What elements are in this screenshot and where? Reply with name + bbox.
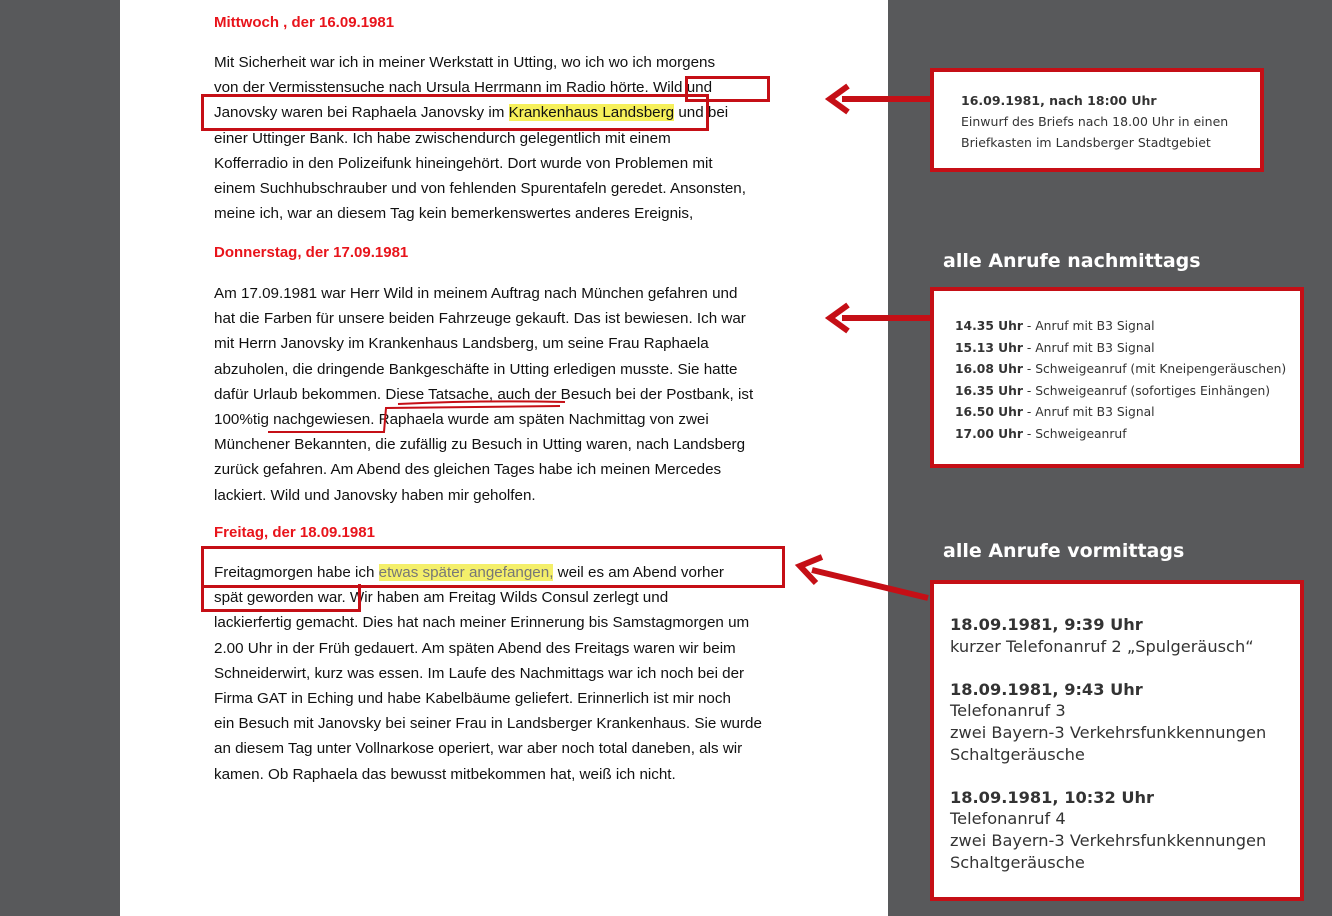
text-line: lackiert. Wild und Janovsky haben mir geholfen. [214, 486, 536, 504]
text-line: an diesem Tag unter Vollnarkose operiert, war aber noch total daneben, als wir [214, 740, 743, 758]
text-line: 100%tig nachgewiesen. Raphaela wurde am späten Nachmittag von zwei [214, 411, 709, 429]
text-line: Schneiderwirt, kurz was essen. Im Laufe des Nachmittags war ich noch bei der [214, 664, 745, 682]
call-item: 16.08 Uhr - Schweigeanruf (mit Kneipengeräuschen) [955, 362, 1287, 376]
call-time: 18.09.1981, 10:32 Uhr [950, 787, 1155, 807]
text-line: kamen. Ob Raphaela das bewusst mitbekommen hat, weiß ich nicht. [214, 765, 676, 783]
call-text: Schaltgeräusche [950, 744, 1085, 764]
text-line: einer Uttinger Bank. Ich habe zwischendurch gelegentlich mit einem [214, 129, 671, 147]
underline-mark [268, 406, 560, 432]
text-line: meine ich, war an diesem Tag kein bemerkenswertes anderes Ereignis, [214, 205, 694, 223]
call-item: 14.35 Uhr - Anruf mit B3 Signal [955, 319, 1155, 333]
text-line: ein Besuch mit Janovsky bei seiner Frau in Landsberger Krankenhaus. Sie wurde [214, 715, 762, 733]
call-text: Telefonanruf 3 [950, 701, 1066, 721]
section-heading-friday: Freitag, der 18.09.1981 [214, 524, 375, 541]
panel-time: 16.09.1981, nach 18:00 Uhr [961, 93, 1157, 108]
text-fragment: Freitagmorgen habe ich [214, 564, 379, 581]
text-line: Münchener Bekannten, die zufällig zu Besuch in Utting waren, nach Landsberg [214, 436, 746, 454]
highlighted-text: etwas später angefangen, [378, 564, 554, 581]
call-item: 16.50 Uhr - Anruf mit B3 Signal [955, 405, 1155, 419]
panel-title-morning: alle Anrufe vormittags [943, 540, 1185, 562]
text-line: Firma GAT in Eching und habe Kabelbäume geliefert. Erinnerlich ist mir noch [214, 690, 731, 708]
call-text: zwei Bayern-3 Verkehrsfunkkennungen [950, 830, 1267, 850]
arrow-line [812, 570, 928, 598]
call-text: Schaltgeräusche [950, 852, 1085, 872]
text-line: abzuholen, die dringende Bankgeschäfte in Utting erledigen musste. Sie hatte [214, 360, 738, 378]
call-text: zwei Bayern-3 Verkehrsfunkkennungen [950, 722, 1267, 742]
call-item: 16.35 Uhr - Schweigeanruf (sofortiges Einhängen) [955, 383, 1271, 398]
panel-title-afternoon: alle Anrufe nachmittags [943, 250, 1201, 272]
text-fragment: Janovsky waren bei Raphaela Janovsky im [214, 104, 509, 122]
call-text: Telefonanruf 4 [950, 809, 1066, 829]
text-line: dafür Urlaub bekommen. Diese Tatsache, auch der Besuch bei der Postbank, ist [214, 385, 754, 403]
section-heading-wednesday: Mittwoch , der 16.09.1981 [214, 14, 395, 31]
text-line: einem Suchhubschrauber und von fehlenden Spurentafeln geredet. Ansonsten, [214, 180, 746, 198]
text-line: Am 17.09.1981 war Herr Wild in meinem Auftrag nach München gefahren und [214, 285, 738, 302]
call-entry [950, 679, 1300, 765]
text-line: zurück gefahren. Am Abend des gleichen Tages habe ich meinen Mercedes [214, 461, 722, 479]
text-line: hat die Farben für unsere beiden Fahrzeuge gekauft. Das ist bewiesen. Ich war [214, 310, 746, 328]
highlighted-text: Krankenhaus Landsberg [508, 104, 675, 122]
info-panel-afternoon-calls [930, 287, 1304, 468]
call-item: 15.13 Uhr - Anruf mit B3 Signal [955, 340, 1155, 355]
info-panel-letter-drop [930, 68, 1264, 172]
section-heading-thursday: Donnerstag, der 17.09.1981 [214, 244, 409, 261]
info-panel-morning-calls [930, 580, 1304, 901]
text-line: lackierfertig gemacht. Dies hat nach meiner Erinnerung bis Samstagmorgen um [214, 614, 750, 632]
call-entry [950, 787, 1300, 873]
text-line: Kofferradio in den Polizeifunk hineingehört. Dort wurde von Problemen mit [214, 154, 713, 172]
panel-text: Einwurf des Briefs nach 18.00 Uhr in einen [961, 114, 1229, 129]
text-line: 2.00 Uhr in der Früh gedauert. Am späten Abend des Freitags waren wir beim [214, 639, 736, 657]
panel-text: Briefkasten im Landsberger Stadtgebiet [961, 135, 1211, 150]
text-line: Mit Sicherheit war ich in meiner Werkstatt in Utting, wo ich wo ich morgens [214, 54, 716, 71]
call-time: 18.09.1981, 9:39 Uhr [950, 615, 1143, 634]
text-line: mit Herrn Janovsky im Krankenhaus Landsberg, um seine Frau Raphaela [214, 335, 709, 353]
text-fragment: weil es am Abend vorher [553, 564, 724, 581]
call-entry [950, 614, 1300, 657]
text-fragment: und bei [674, 104, 729, 122]
call-text: kurzer Telefonanruf 2 „Spulgeräusch“ [950, 636, 1254, 656]
call-item: 17.00 Uhr - Schweigeanruf [955, 426, 1127, 441]
text-line: von der Vermisstensuche nach Ursula Herrmann im Radio hörte. Wild und [214, 79, 713, 97]
call-time: 18.09.1981, 9:43 Uhr [950, 679, 1143, 699]
underline-mark [398, 401, 565, 404]
text-line: spät geworden war. Wir haben am Freitag Wilds Consul zerlegt und [214, 589, 669, 607]
